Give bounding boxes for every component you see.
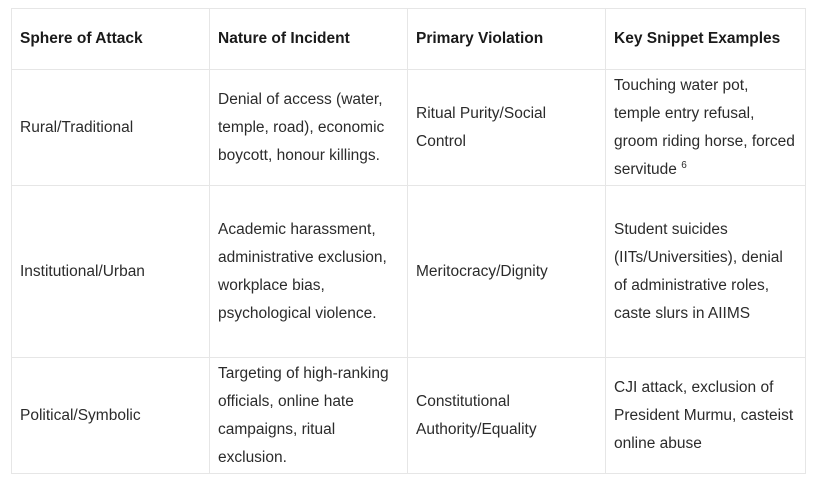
caste-atrocity-table bbox=[11, 8, 806, 474]
cell-violation: Constitutional Authority/Equality bbox=[408, 358, 606, 474]
cell-examples: Student suicides (IITs/Universities), denial of administrative roles, caste slurs in AIIMS bbox=[606, 186, 806, 358]
header-examples: Key Snippet Examples bbox=[606, 9, 806, 70]
cell-nature: Academic harassment, administrative exclusion, workplace bias, psychological violence. bbox=[210, 186, 408, 358]
header-violation: Primary Violation bbox=[408, 9, 606, 70]
cell-examples-text: Touching water pot, temple entry refusal, groom riding horse, forced servitude bbox=[614, 76, 795, 178]
cell-sphere: Institutional/Urban bbox=[12, 186, 210, 358]
header-nature: Nature of Incident bbox=[210, 9, 408, 70]
cell-violation: Meritocracy/Dignity bbox=[408, 186, 606, 358]
cell-nature: Targeting of high-ranking officials, online hate campaigns, ritual exclusion. bbox=[210, 358, 408, 474]
table-row bbox=[12, 186, 806, 358]
footnote-link[interactable]: 6 bbox=[681, 159, 687, 171]
cell-sphere: Political/Symbolic bbox=[12, 358, 210, 474]
cell-examples bbox=[606, 70, 806, 186]
cell-nature: Denial of access (water, temple, road), economic boycott, honour killings. bbox=[210, 70, 408, 186]
table-row bbox=[12, 358, 806, 474]
cell-violation: Ritual Purity/Social Control bbox=[408, 70, 606, 186]
table-row bbox=[12, 70, 806, 186]
cell-examples: CJI attack, exclusion of President Murmu, casteist online abuse bbox=[606, 358, 806, 474]
table-container bbox=[11, 8, 806, 474]
cell-sphere: Rural/Traditional bbox=[12, 70, 210, 186]
header-sphere: Sphere of Attack bbox=[12, 9, 210, 70]
header-row bbox=[12, 9, 806, 70]
